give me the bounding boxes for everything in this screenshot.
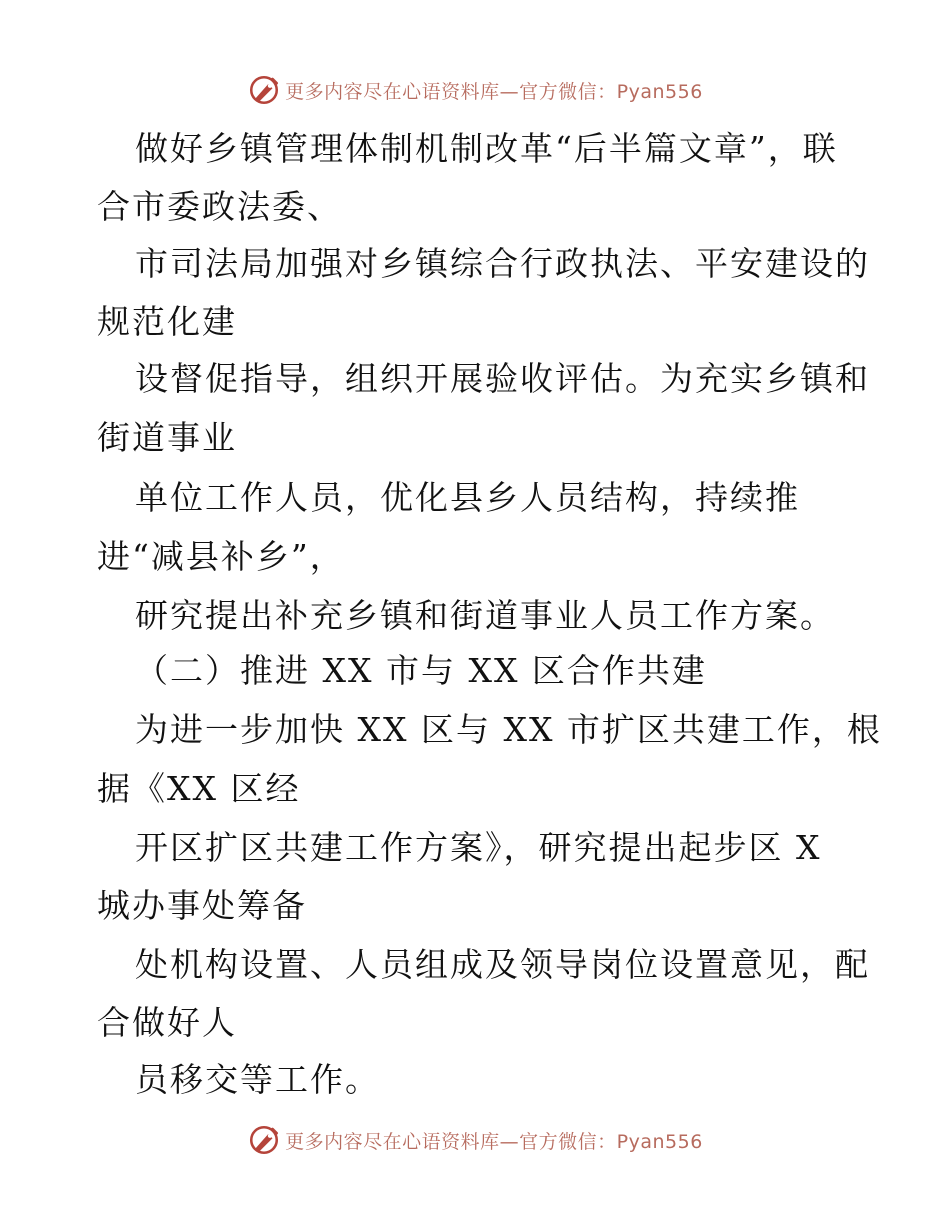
text-line: 街道事业 [97,418,237,457]
footer-banner-text: 更多内容尽在心语资料库—官方微信：Pyan556 [285,1130,703,1153]
text-line: 做好乡镇管理体制机制改革“后半篇文章”，联 [135,129,838,168]
text-line: 开区扩区共建工作方案》，研究提出起步区 X [135,828,822,867]
section-heading: （二）推进 XX 市与 XX 区合作共建 [135,651,707,690]
text-line: 研究提出补充乡镇和街道事业人员工作方案。 [135,596,835,635]
text-line: 单位工作人员，优化县乡人员结构，持续推 [135,478,800,517]
text-line: 合做好人 [97,1003,237,1042]
text-line: 市司法局加强对乡镇综合行政执法、平安建设的 [135,244,870,283]
text-line: 员移交等工作。 [135,1060,380,1099]
header-banner-text: 更多内容尽在心语资料库—官方微信：Pyan556 [285,80,703,103]
pen-nib-logo-icon [247,1123,281,1157]
text-line: 为进一步加快 XX 区与 XX 市扩区共建工作，根 [135,710,882,749]
text-line: 城办事处筹备 [97,886,307,925]
text-line: 据《XX 区经 [97,769,301,808]
text-line: 合市委政法委、 [97,187,342,226]
text-line: 处机构设置、人员组成及领导岗位设置意见，配 [135,945,870,984]
text-line: 进“减县补乡”， [97,537,345,576]
text-line: 设督促指导，组织开展验收评估。为充实乡镇和 [135,359,870,398]
footer-banner [0,1120,950,1160]
text-line: 规范化建 [97,302,237,341]
